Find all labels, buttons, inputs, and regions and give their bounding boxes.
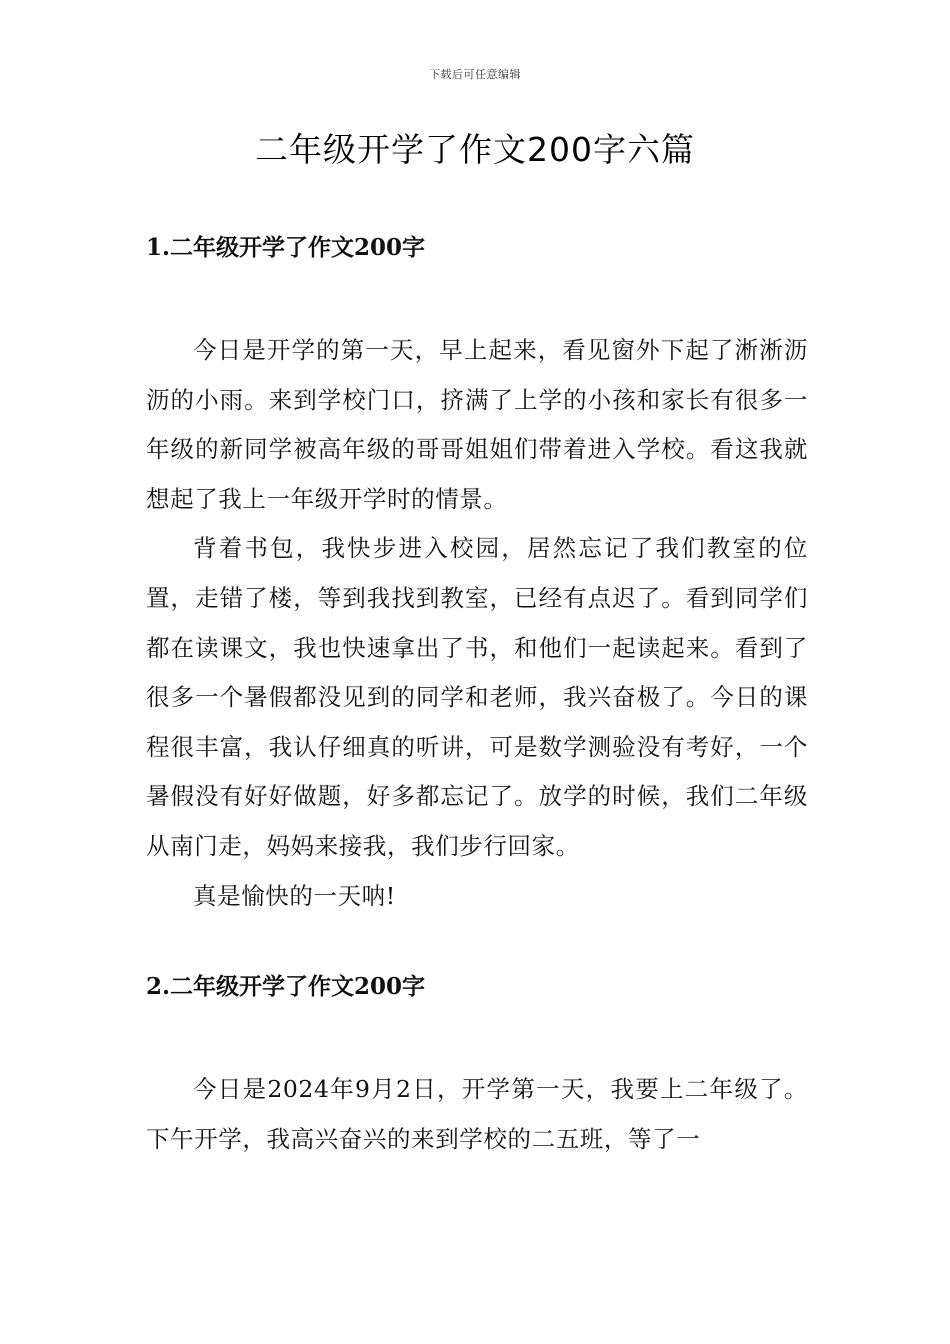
paragraph: 今日是开学的第一天，早上起来，看见窗外下起了淅淅沥沥的小雨。来到学校门口，挤满了上学的小孩和家长有很多一年级的新同学被高年级的哥哥姐姐们带着进入学校。看这我就想起了我上一年级开学时的情景。 bbox=[146, 336, 808, 513]
paragraph: 背着书包，我快步进入校园，居然忘记了我们教室的位置，走错了楼，等到我找到教室，已经有点迟了。看到同学们都在读课文，我也快速拿出了书，和他们一起读起来。看到了很多一个暑假都没见到的同学和老师，我兴奋极了。今日的课程很丰富，我认仔细真的听讲，可是数学测验没有考好，一个暑假没有好好做题，好多都忘记了。放学的时候，我们二年级从南门走，妈妈来接我，我们步行回家。 bbox=[146, 534, 808, 860]
section-heading-1: 1.二年级开学了作文200字 bbox=[146, 234, 426, 261]
spacer bbox=[146, 1007, 808, 1065]
section-heading-2: 2.二年级开学了作文200字 bbox=[146, 973, 426, 1001]
document-body bbox=[146, 228, 808, 1164]
header-note: 下载后可任意编辑 bbox=[429, 68, 521, 81]
paragraph: 今日是2024年9月2日，开学第一天，我要上二年级了。下午开学，我高兴奋兴的来到学校的二五班，等了一 bbox=[146, 1075, 808, 1153]
paragraph: 真是愉快的一天呐! bbox=[193, 881, 396, 910]
spacer bbox=[146, 268, 808, 326]
document-title: 二年级开学了作文200字六篇 bbox=[255, 130, 695, 169]
